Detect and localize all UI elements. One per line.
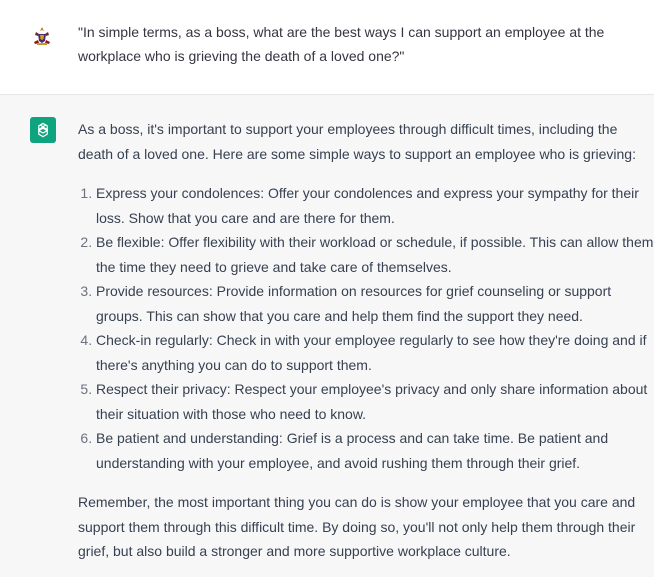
user-prompt-text: "In simple terms, as a boss, what are the best ways I can support an employee at the workplace who is grieving the death of a loved one?" [78, 24, 605, 64]
list-item: 3. Provide resources: Provide information on resources for grief counseling or support groups. This can show that you care and help them find the support they need. [96, 279, 654, 328]
response-intro: As a boss, it's important to support your employees through difficult times, including the death of a loved one. Here are some simple ways to support an employee who is grieving: [78, 121, 636, 162]
user-message-row [0, 0, 654, 95]
list-item: 6. Be patient and understanding: Grief is a process and can take time. Be patient and understanding with your employee, and avoid rushing them through their grief. [96, 426, 654, 475]
list-item: 5. Respect their privacy: Respect your employee's privacy and only share information about their situation with those who need to know. [96, 377, 654, 426]
support-tips-list [78, 181, 654, 475]
assistant-message-row [0, 95, 654, 577]
list-item: 2. Be flexible: Offer flexibility with their workload or schedule, if possible. This can allow them the time they need to grieve and take care of themselves. [96, 230, 654, 279]
list-item: 4. Check-in regularly: Check in with your employee regularly to see how they're doing and if there's anything you can do to support them. [96, 328, 654, 377]
openai-logo-icon [30, 117, 56, 143]
list-item: 1. Express your condolences: Offer your condolences and express your sympathy for their loss. Show that you care and are there for them. [96, 181, 654, 230]
response-conclusion: Remember, the most important thing you can do is show your employee that you care and support them through this difficult time. By doing so, you'll not only help them through their grief, but also build a stronger and more supportive workplace culture. [78, 494, 636, 559]
assistant-response [78, 117, 654, 564]
user-avatar-icon [30, 24, 54, 48]
